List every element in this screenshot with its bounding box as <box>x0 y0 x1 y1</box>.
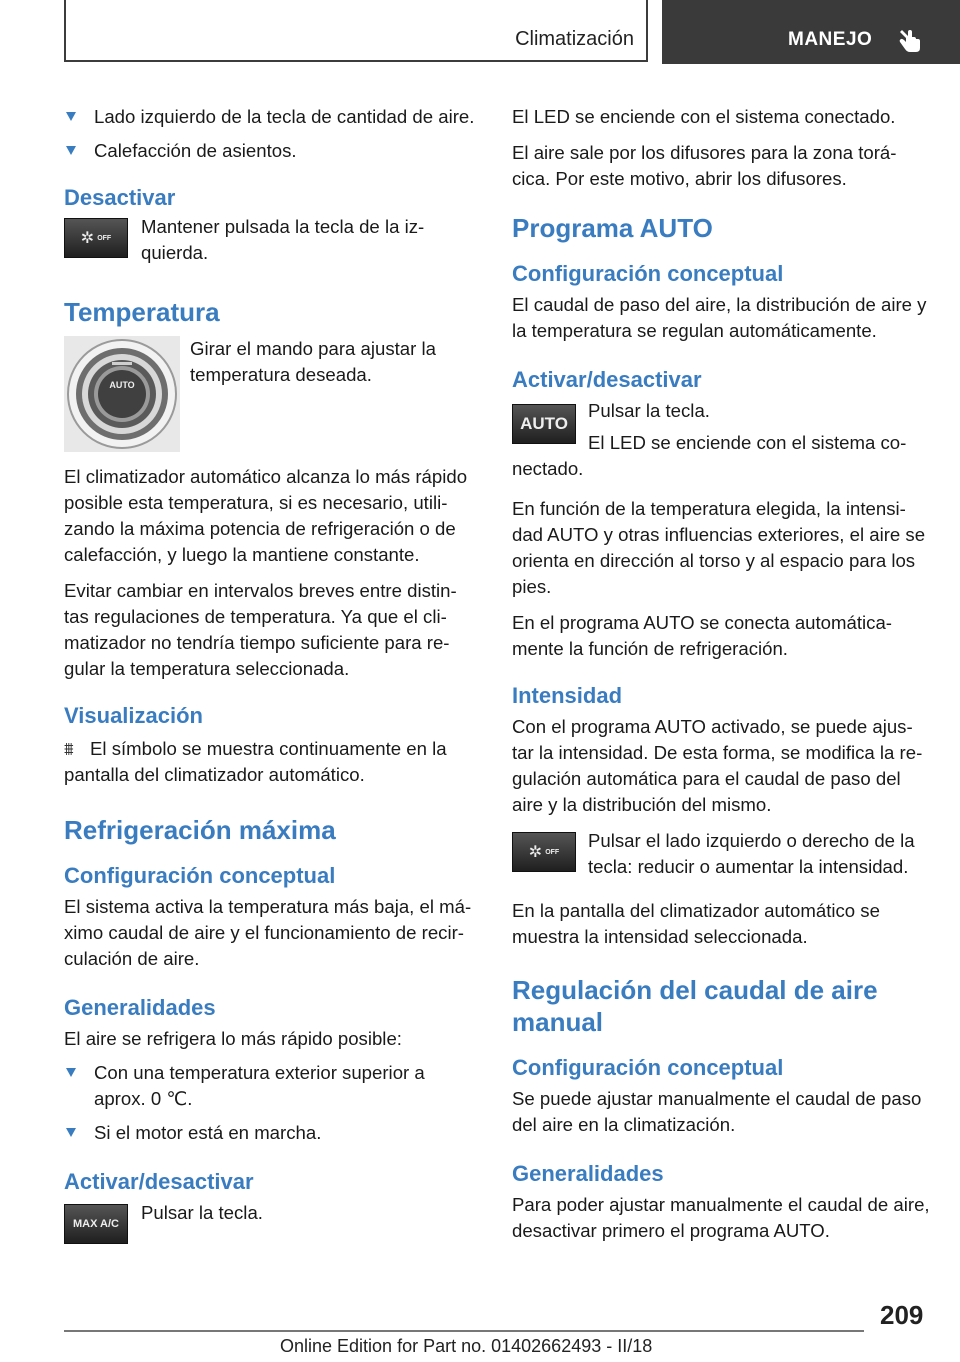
header-frame <box>64 0 648 62</box>
edition-note: Online Edition for Part no. 01402662493 - II/18 <box>280 1336 653 1356</box>
page-number: 209 <box>880 1300 924 1330</box>
chapter-tab <box>662 0 960 64</box>
maxac-button-row: MAX A/C Pulsar la tecla. <box>64 1200 480 1250</box>
temperature-knob-row: AUTO Girar el mando para ajustar la temperatura deseada. <box>64 336 480 452</box>
paragraph: Se puede ajustar manualmente el caudal de paso del aire en la climatización. <box>512 1088 922 1135</box>
right-column <box>512 100 932 1244</box>
bullet-triangle-icon <box>66 1128 76 1137</box>
intensity-button-row: ✲ OFF Pulsar el lado izquierdo o derecho de la tecla: reducir o aumentar la intensidad. <box>512 828 932 886</box>
auto-button-row: AUTO Pulsar la tecla. El LED se enciende con el sistema co- <box>512 398 932 454</box>
list-item: Lado izquierdo de la tecla de cantidad de aire. <box>64 104 480 130</box>
fan-icon: ✲ <box>80 230 95 247</box>
paragraph: nectado. <box>512 458 584 479</box>
fan-off-button-image: ✲ OFF <box>64 218 128 258</box>
list-item: Si el motor está en marcha. <box>64 1120 480 1146</box>
heading-regulacion-caudal: Regulación del caudal de aire manual <box>512 975 878 1037</box>
paragraph: ⩩ El símbolo se muestra continuamente en la pantalla del climatizador automático. <box>64 738 447 785</box>
svg-text:AUTO: AUTO <box>109 380 135 390</box>
off-button-row: ✲ OFF Mantener pulsada la tecla de la iz- quierda. <box>64 214 480 274</box>
paragraph: Con el programa AUTO activado, se puede ajus-tar la intensidad. De esta forma, se modifica la re-gulación automática para el caudal de paso del aire y la distribución del mismo. <box>512 716 923 815</box>
auto-button-image: AUTO <box>512 404 576 444</box>
bullet-triangle-icon <box>66 112 76 121</box>
fan-intensity-button-image: ✲ OFF <box>512 832 576 872</box>
paragraph: El aire se refrigera lo más rápido posible: <box>64 1028 402 1049</box>
left-column <box>64 100 480 1250</box>
temperature-knob-image <box>64 336 180 452</box>
max-ac-button-image: MAX A/C <box>64 1204 128 1244</box>
paragraph: El sistema activa la temperatura más baja, el má-ximo caudal de aire y el funcionamiento de recir-culación de aire. <box>64 896 472 969</box>
paragraph: El climatizador automático alcanza lo más rápido posible esta temperatura, si es necesario, utili-zando la máxima potencia de refrigeración o de calefacción, y luego la mantiene constante. <box>64 466 468 565</box>
paragraph: En el programa AUTO se conecta automática-mente la función de refrigeración. <box>512 612 892 659</box>
paragraph: En la pantalla del climatizador automático se muestra la intensidad seleccionada. <box>512 900 880 947</box>
chapter-tab-label: MANEJO <box>788 29 873 50</box>
paragraph: Evitar cambiar en intervalos breves entre distin-tas regulaciones de temperatura. Ya que el cli-matizador no tendría tiempo suficiente para re-gular la temperatura seleccionada. <box>64 580 457 679</box>
heading-temperatura: Temperatura <box>64 297 220 327</box>
fan-icon: ✲ <box>528 844 543 861</box>
heading-generalidades: Generalidades <box>512 1161 664 1186</box>
heading-programa-auto: Programa AUTO <box>512 213 713 243</box>
paragraph: El LED se enciende con el sistema conectado. <box>512 106 896 127</box>
heading-intensidad: Intensidad <box>512 683 623 708</box>
bullet-triangle-icon <box>66 1068 76 1077</box>
section-title: Climatización <box>515 28 634 50</box>
list-item: Calefacción de asientos. <box>64 138 480 164</box>
heading-configuracion-conceptual: Configuración conceptual <box>512 1055 784 1080</box>
heading-refrigeracion-maxima: Refrigeración máxima <box>64 815 336 845</box>
list-item: Con una temperatura exterior superior a aprox. 0 ℃. <box>64 1060 480 1112</box>
paragraph: El caudal de paso del aire, la distribución de aire y la temperatura se regulan automáticamente. <box>512 294 927 341</box>
heading-desactivar: Desactivar <box>64 185 176 210</box>
heading-generalidades: Generalidades <box>64 995 216 1020</box>
airflow-symbol-icon: ⩩ <box>64 739 74 759</box>
paragraph: En función de la temperatura elegida, la intensi-dad AUTO y otras influencias exteriores, el aire se orienta en dirección al torso y al espacio para los pies. <box>512 498 926 597</box>
heading-configuracion-conceptual: Configuración conceptual <box>64 863 336 888</box>
heading-configuracion-conceptual: Configuración conceptual <box>512 261 784 286</box>
paragraph: Para poder ajustar manualmente el caudal de aire, desactivar primero el programa AUTO. <box>512 1194 930 1241</box>
paragraph: El aire sale por los difusores para la zona torá-cica. Por este motivo, abrir los difusores. <box>512 142 897 189</box>
heading-visualizacion: Visualización <box>64 703 203 728</box>
hand-pointer-icon <box>896 24 926 54</box>
bullet-triangle-icon <box>66 146 76 155</box>
heading-activar-desactivar: Activar/desactivar <box>512 367 702 392</box>
footer-divider <box>64 1330 864 1332</box>
heading-activar-desactivar: Activar/desactivar <box>64 1169 254 1194</box>
